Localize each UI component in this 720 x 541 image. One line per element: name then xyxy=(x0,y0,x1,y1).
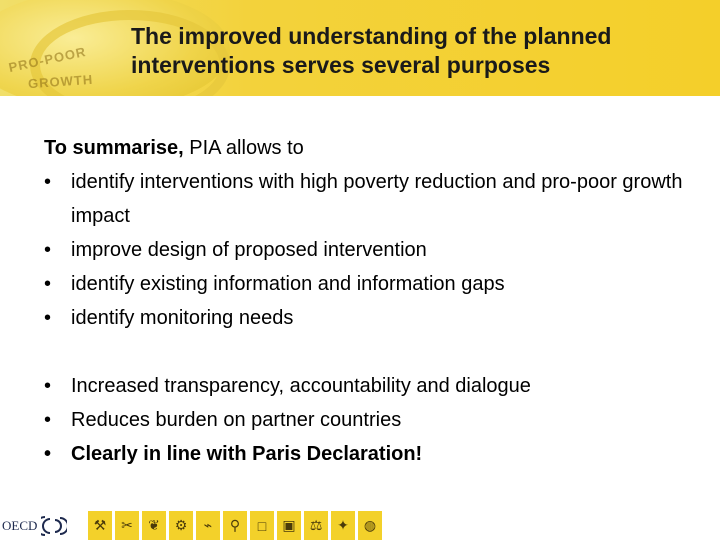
bullet-icon: • xyxy=(44,171,52,193)
list-item-text: Clearly in line with Paris Declaration! xyxy=(71,443,423,465)
list-item-text: Reduces burden on partner countries xyxy=(71,409,402,431)
list-item-text: improve design of proposed intervention xyxy=(71,239,427,261)
footer-icons xyxy=(88,511,382,540)
header-banner xyxy=(0,0,720,96)
scale-icon: ⚖ xyxy=(304,511,328,540)
magnifier-icon: ⚲ xyxy=(223,511,247,540)
square-icon: □ xyxy=(250,511,274,540)
tools-icon: ✂ xyxy=(115,511,139,540)
list-item xyxy=(44,437,704,471)
list-item-text: identify existing information and information gaps xyxy=(71,273,505,295)
list-item xyxy=(44,267,704,301)
benefit-list xyxy=(44,369,704,471)
list-item xyxy=(44,301,704,335)
title-line-1: The improved understanding of the planned xyxy=(131,23,612,49)
globe-icon: ◍ xyxy=(358,511,382,540)
bullet-icon: • xyxy=(44,375,52,397)
spacer xyxy=(44,335,704,369)
intro-line xyxy=(44,131,704,165)
intro-text: PIA allows to xyxy=(183,137,304,159)
bullet-icon: • xyxy=(44,409,52,431)
band-word-growth: GROWTH xyxy=(27,71,94,92)
intro-bold: To summarise, xyxy=(44,137,184,159)
oecd-logo-text: OECD xyxy=(2,517,38,533)
title-line-2: interventions serves several purposes xyxy=(131,52,551,78)
box-icon: ▣ xyxy=(277,511,301,540)
band-word-propoor: PRO-POOR xyxy=(7,43,88,76)
bullet-icon: • xyxy=(44,273,52,295)
list-item-text: Increased transparency, accountability and dialogue xyxy=(71,375,531,397)
purpose-list xyxy=(44,165,704,335)
list-item-text: identify monitoring needs xyxy=(71,307,294,329)
oecd-logo xyxy=(0,511,90,540)
slide-title xyxy=(131,22,716,80)
wheat-icon: ❦ xyxy=(142,511,166,540)
bullet-icon: • xyxy=(44,307,52,329)
footer-bar xyxy=(0,511,720,540)
list-item-text: identify interventions with high poverty reduction and pro-poor growth impact xyxy=(71,171,683,227)
graph-icon: ⌁ xyxy=(196,511,220,540)
list-item xyxy=(44,165,704,233)
list-item xyxy=(44,233,704,267)
spade-icon: ⚒ xyxy=(88,511,112,540)
tractor-icon: ⚙ xyxy=(169,511,193,540)
oecd-logo-icon xyxy=(41,515,67,537)
list-item xyxy=(44,403,704,437)
bullet-icon: • xyxy=(44,443,52,465)
list-item xyxy=(44,369,704,403)
bullet-icon: • xyxy=(44,239,52,261)
star-icon: ✦ xyxy=(331,511,355,540)
slide-body xyxy=(44,131,704,471)
